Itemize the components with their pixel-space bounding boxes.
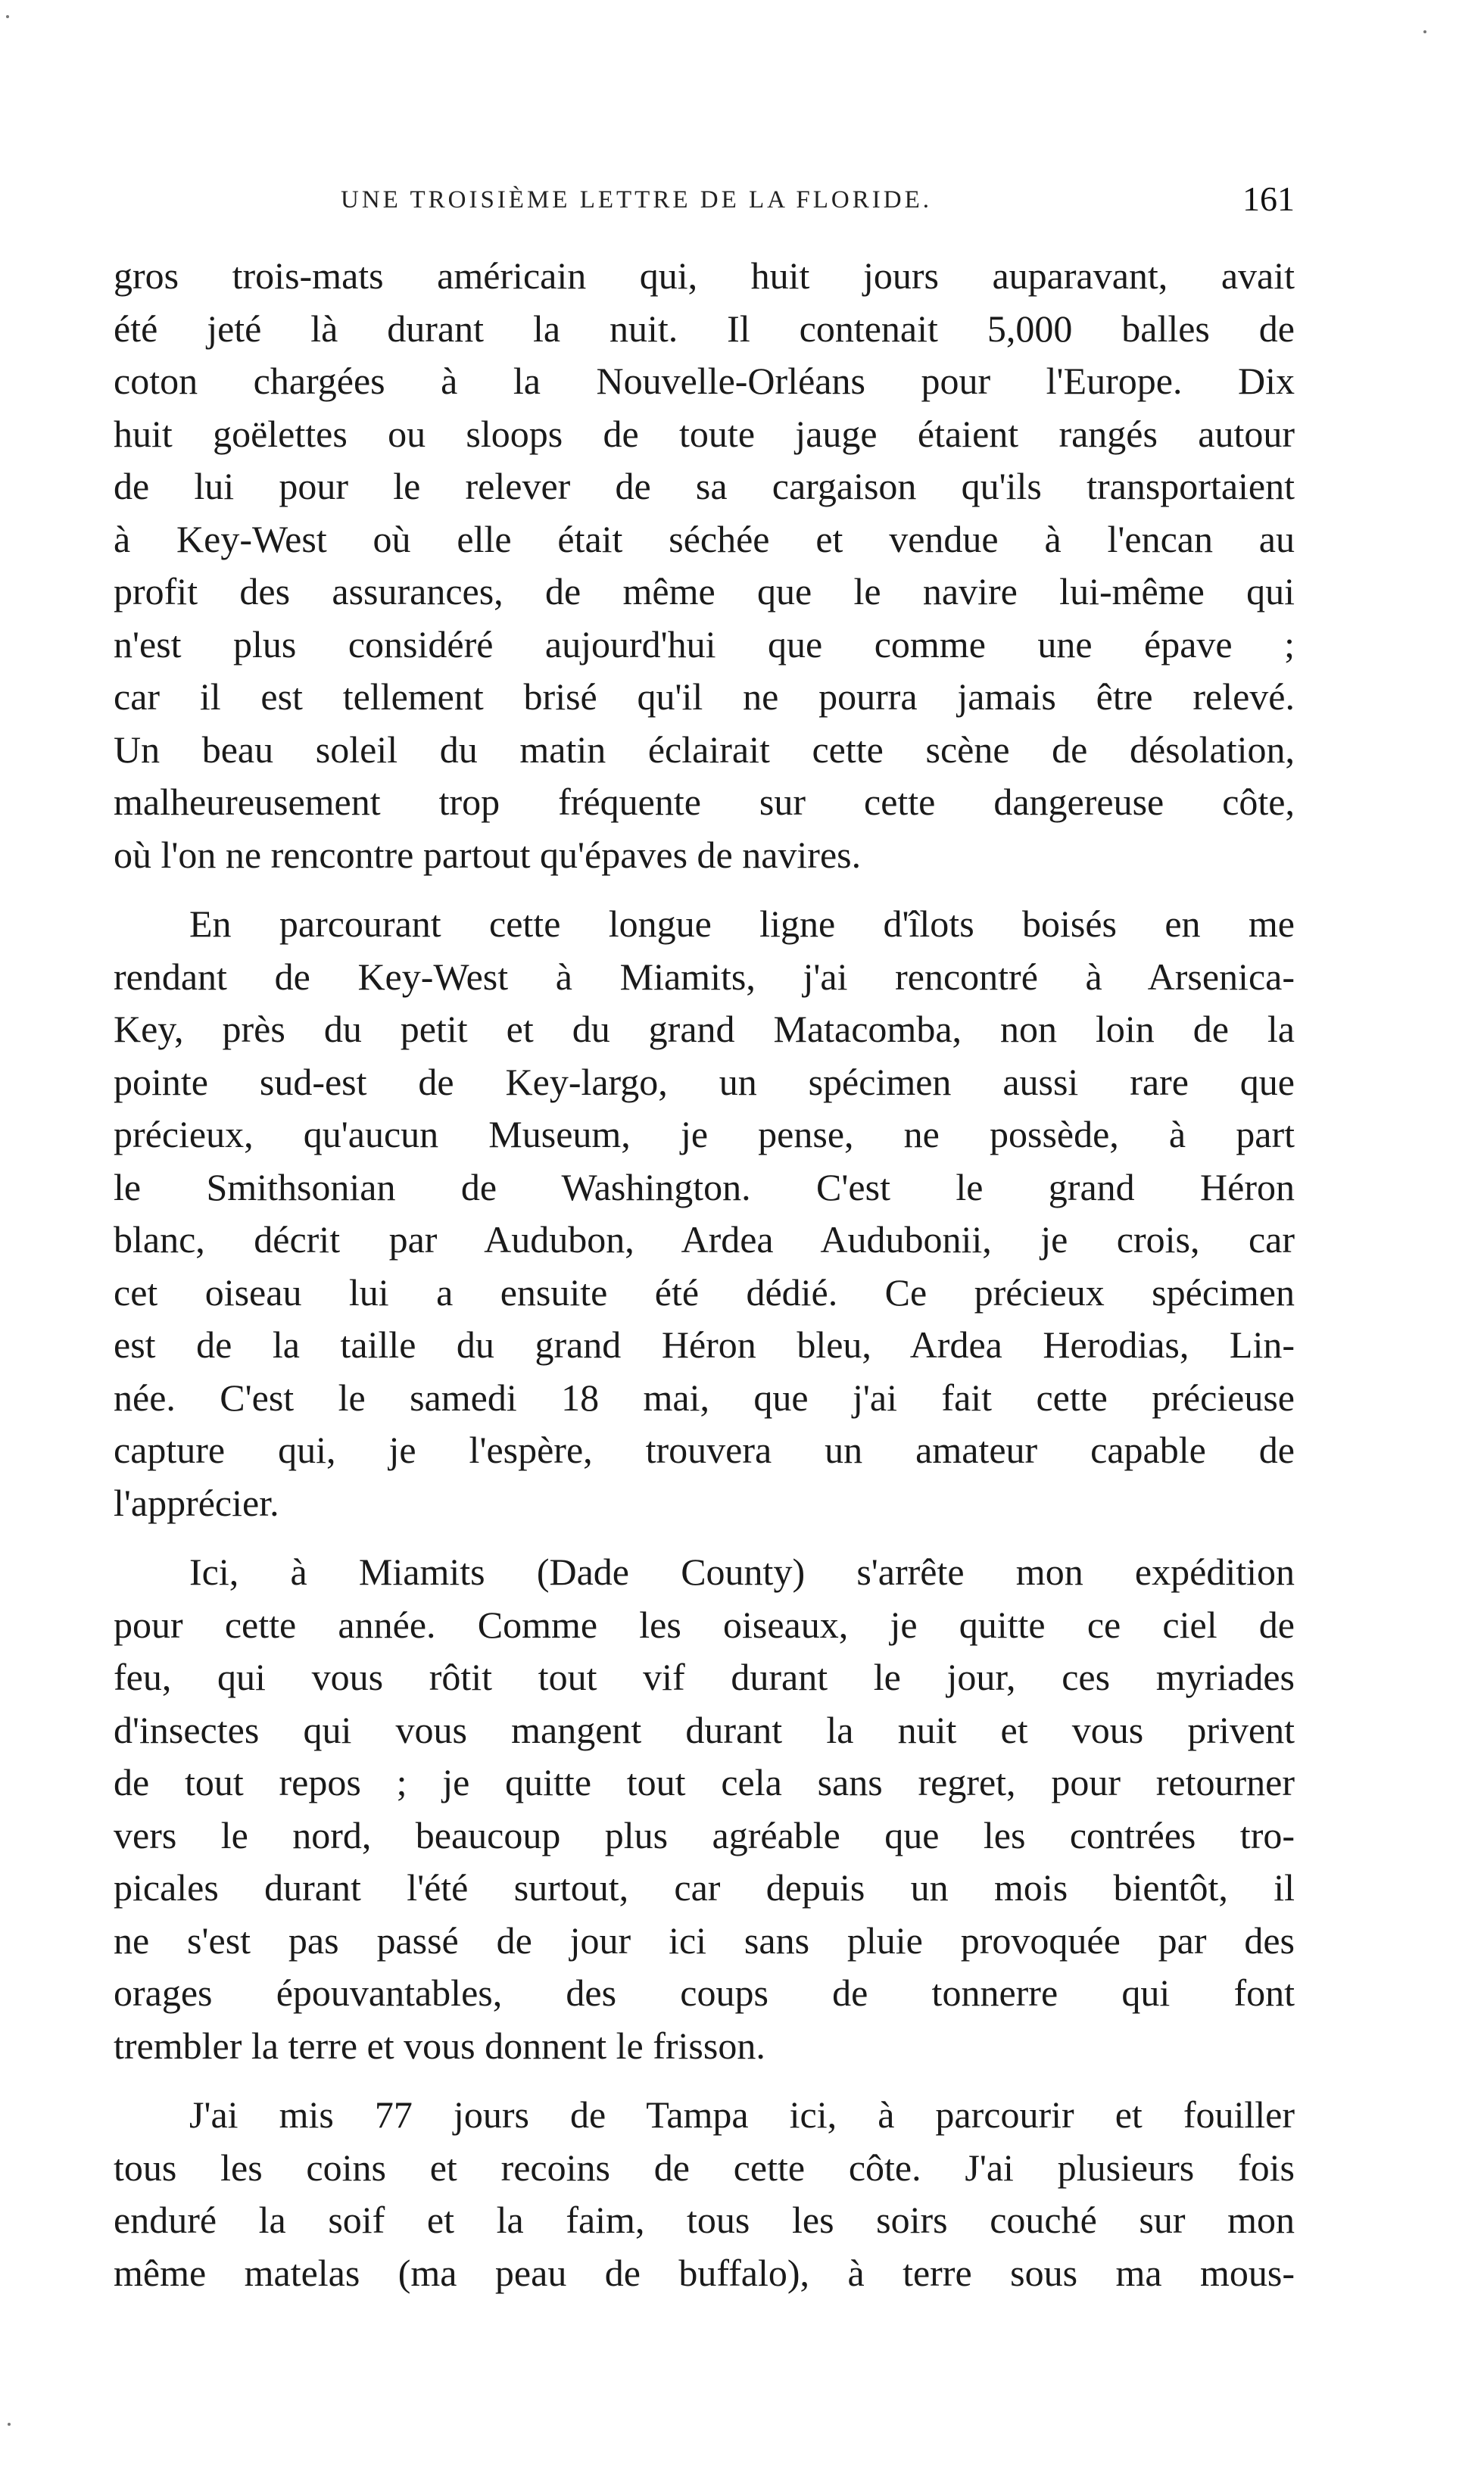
- body-text: [114, 250, 1295, 2316]
- text-line: huit goëlettes ou sloops de toute jauge étaient rangés autour: [114, 412, 1295, 455]
- text-line: orages épouvantables, des coups de tonnerre qui font: [114, 1972, 1295, 2014]
- text-line: de tout repos ; je quitte tout cela sans regret, pour retourner: [114, 1761, 1295, 1803]
- text-line: de lui pour le relever de sa cargaison qu'ils transportaient: [114, 465, 1295, 507]
- text-line: Un beau soleil du matin éclairait cette scène de désolation,: [114, 728, 1295, 771]
- text-line: à Key-West où elle était séchée et vendue à l'encan au: [114, 517, 1295, 560]
- text-line: Ici, à Miamits (Dade County) s'arrête mon expédition: [189, 1551, 1295, 1593]
- text-line: Key, près du petit et du grand Matacomba, non loin de la: [114, 1008, 1295, 1050]
- scan-speck: [1423, 30, 1426, 33]
- text-line: précieux, qu'aucun Museum, je pense, ne possède, à part: [114, 1113, 1295, 1155]
- text-line: profit des assurances, de même que le navire lui-même qui: [114, 570, 1295, 613]
- text-line: capture qui, je l'espère, trouvera un amateur capable de: [114, 1429, 1295, 1471]
- paragraph-4: [114, 2089, 1295, 2299]
- text-line: l'apprécier.: [114, 1481, 279, 1524]
- text-line: vers le nord, beaucoup plus agréable que les contrées tro-: [114, 1813, 1295, 1856]
- text-line: pointe sud-est de Key-largo, un spécimen aussi rare que: [114, 1060, 1295, 1103]
- text-line: feu, qui vous rôtit tout vif durant le jour, ces myriades: [114, 1656, 1295, 1698]
- text-line: coton chargées à la Nouvelle-Orléans pour l'Europe. Dix: [114, 360, 1295, 402]
- text-line: été jeté là durant la nuit. Il contenait 5,000 balles de: [114, 307, 1295, 350]
- text-line: cet oiseau lui a ensuite été dédié. Ce précieux spécimen: [114, 1270, 1295, 1314]
- text-line: J'ai mis 77 jours de Tampa ici, à parcourir et fouiller: [189, 2093, 1295, 2136]
- text-line: trembler la terre et vous donnent le frisson.: [114, 2024, 765, 2067]
- scan-speck: [6, 15, 9, 18]
- text-line: gros trois-mats américain qui, huit jours auparavant, avait: [114, 254, 1295, 297]
- text-line: est de la taille du grand Héron bleu, Ardea Herodias, Lin-: [114, 1323, 1295, 1366]
- paragraph-3: [114, 1546, 1295, 2072]
- text-line: même matelas (ma peau de buffalo), à terre sous ma mous-: [114, 2251, 1295, 2294]
- text-line: rendant de Key-West à Miamits, j'ai rencontré à Arsenica-: [114, 955, 1295, 998]
- text-line: car il est tellement brisé qu'il ne pourra jamais être relevé.: [114, 675, 1295, 718]
- running-title: UNE TROISIÈME LETTRE DE LA FLORIDE.: [341, 186, 933, 214]
- paragraph-1: [114, 250, 1295, 881]
- page-number: 161: [1242, 179, 1295, 218]
- text-line: née. C'est le samedi 18 mai, que j'ai fait cette précieuse: [114, 1376, 1295, 1419]
- running-head: [114, 179, 1295, 232]
- paragraph-2: [114, 898, 1295, 1529]
- text-line: le Smithsonian de Washington. C'est le grand Héron: [114, 1165, 1295, 1208]
- scan-speck: [8, 2423, 11, 2426]
- text-line: tous les coins et recoins de cette côte. J'ai plusieurs fois: [114, 2146, 1295, 2189]
- text-line: blanc, décrit par Audubon, Ardea Audubonii, je crois, car: [114, 1218, 1295, 1261]
- text-line: malheureusement trop fréquente sur cette dangereuse côte,: [114, 781, 1295, 823]
- text-line: picales durant l'été surtout, car depuis un mois bientôt, il: [114, 1866, 1295, 1909]
- text-line: où l'on ne rencontre partout qu'épaves de navires.: [114, 833, 862, 876]
- text-line: enduré la soif et la faim, tous les soirs couché sur mon: [114, 2199, 1295, 2241]
- text-line: pour cette année. Comme les oiseaux, je quitte ce ciel de: [114, 1603, 1295, 1646]
- text-line: ne s'est pas passé de jour ici sans pluie provoquée par des: [114, 1919, 1295, 1962]
- text-line: d'insectes qui vous mangent durant la nuit et vous privent: [114, 1708, 1295, 1751]
- text-line: n'est plus considéré aujourd'hui que comme une épave ;: [114, 622, 1295, 666]
- text-line: En parcourant cette longue ligne d'îlots boisés en me: [189, 902, 1295, 945]
